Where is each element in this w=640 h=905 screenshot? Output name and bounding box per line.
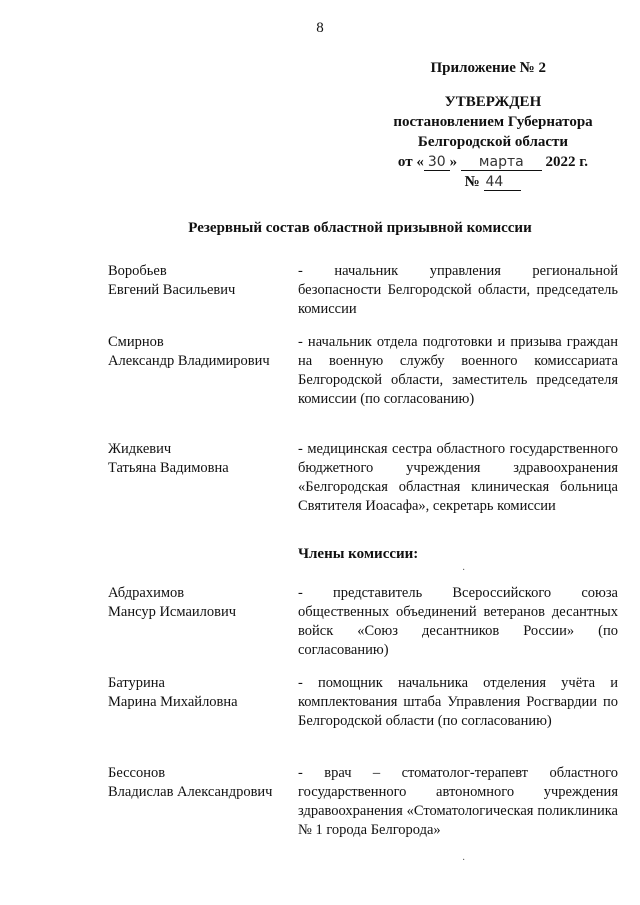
resolution-label: постановлением Губернатора — [393, 114, 593, 130]
person-name: Смирнов Александр Владимирович — [108, 334, 270, 369]
person-role: - медицинская сестра областного государственного бюджетного учреждения здравоохранения «Белгородская областная клиническая больница Святителя Иоасафа», секретарь комиссии — [298, 441, 618, 514]
person-name: Воробьев Евгений Васильевич — [108, 263, 236, 298]
region-label: Белгородской области — [417, 134, 569, 150]
members-heading: Члены комиссии: — [298, 546, 419, 562]
person-name: Бессонов Владислав Александрович — [108, 765, 273, 800]
scan-speck: · — [462, 565, 466, 576]
person-role: - врач – стоматолог-терапевт областного государственного автономного учреждения здравоохранения «Стоматологическая поликлиника № 1 города Белгорода» — [298, 765, 618, 838]
person-name: Жидкевич Татьяна Вадимовна — [108, 441, 229, 476]
number-value: 44 — [484, 174, 522, 191]
person-role: - помощник начальника отделения учёта и комплектования штаба Управления Росгвардии по Белгородской области (по согласованию) — [298, 675, 618, 729]
approval-number: № 44 — [378, 172, 608, 192]
approved-label: УТВЕРЖДЕН — [444, 94, 542, 110]
approval-block — [378, 58, 608, 192]
person-name: Абдрахимов Мансур Исмаилович — [108, 585, 237, 620]
page-number: 8 — [316, 20, 324, 36]
date-day: 30 — [424, 154, 450, 171]
date-month: марта — [461, 154, 542, 171]
person-name: Батурина Марина Михайловна — [108, 675, 238, 710]
approval-date: от « 30 » марта 2022 г. — [397, 154, 589, 170]
person-role: - начальник отдела подготовки и призыва граждан на военную службу военного комиссариата Белгородской области, заместитель председателя комиссии (по согласованию) — [298, 334, 618, 407]
scan-speck: · — [462, 855, 466, 866]
person-role: - начальник управления региональной безопасности Белгородской области, председатель комиссии — [298, 263, 618, 317]
date-year: 2022 г. — [545, 154, 589, 170]
appendix-label: Приложение № 2 — [430, 60, 546, 76]
person-role: - представитель Всероссийского союза общественных объединений ветеранов десантных войск «Союз десантников России» (по согласованию) — [298, 585, 618, 658]
document-title: Резервный состав областной призывной комиссии — [188, 220, 532, 236]
